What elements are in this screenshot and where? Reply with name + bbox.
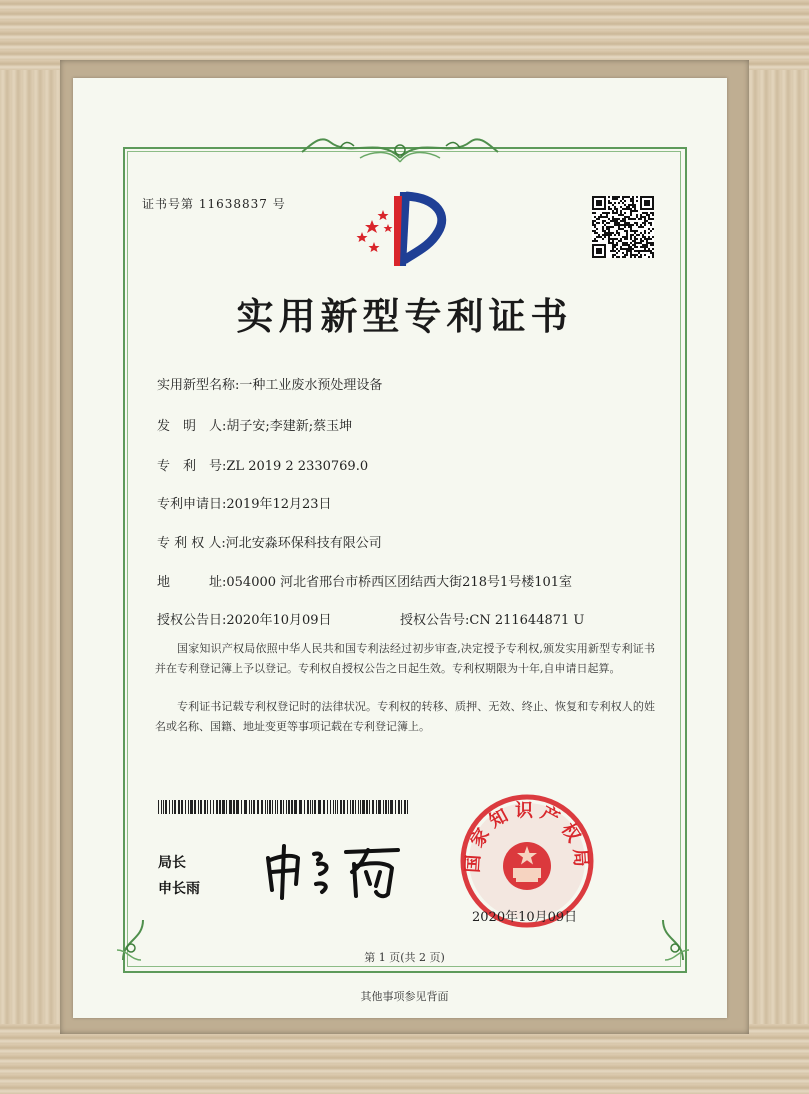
field-label: 专利申请日: [157,497,227,512]
field-value: 054000 河北省邢台市桥西区团结西大街218号1号楼101室 [226,575,573,590]
field-utility-model-name [157,374,382,393]
handwritten-signature-icon [258,840,408,900]
field-label: 专 利 号: [157,459,227,474]
field-value: 一种工业废水预处理设备 [239,378,383,393]
body-paragraph: 国家知识产权局依照中华人民共和国专利法经过初步审查,决定授予专利权,颁发实用新型专利证书并在专利登记簿上予以登记。专利权自授权公告之日起生效。专利权期限为十年,自申请日起算。 [155,642,655,675]
barcode-icon [158,800,408,814]
field-value: 胡子安;李建新;蔡玉坤 [226,419,353,434]
certificate-number-value: 11638837 [198,197,268,211]
certificate-number-label: 证书号第 [142,197,195,211]
frame-bottom-rail [0,1024,809,1094]
field-address [157,571,572,590]
top-ornament-icon [300,128,500,164]
page-title: 实用新型专利证书 [236,294,573,338]
cnipa-logo-icon [350,190,455,268]
certificate-number [142,195,286,212]
page-number: 第 1 页(共 2 页) [364,951,445,964]
qr-code-icon [592,196,654,258]
field-label: 发 明 人: [157,419,227,434]
certificate-number-suffix: 号 [272,197,286,211]
director-title: 局长 [158,855,186,871]
field-inventors [157,415,352,434]
field-value: ZL 2019 2 2330769.0 [226,459,369,474]
field-value: 2019年12月23日 [226,497,332,512]
field-label: 授权公告日: [157,613,227,628]
field-value: 河北安淼环保科技有限公司 [225,536,382,551]
seal-date: 2020年10月09日 [472,910,578,925]
field-label: 授权公告号: [400,613,470,628]
field-application-date [157,493,332,512]
field-label: 地 址: [157,575,227,590]
field-label: 实用新型名称: [157,378,240,393]
field-label: 专 利 权 人: [157,536,226,551]
field-publication-date [157,609,332,628]
field-patentee [157,532,382,551]
field-publication-number [400,609,584,628]
svg-text:国家知识产权局: 国家知识产权局 [462,800,592,874]
director-name: 申长雨 [158,881,200,897]
field-value: 2020年10月09日 [226,613,332,628]
footer-note: 其他事项参见背面 [360,990,449,1003]
field-value: CN 211644871 U [469,613,585,628]
body-paragraph: 专利证书记载专利权登记时的法律状况。专利权的转移、质押、无效、终止、恢复和专利权人的姓名或名称、国籍、地址变更等事项记载在专利登记簿上。 [155,700,655,733]
field-patent-number [157,455,368,474]
